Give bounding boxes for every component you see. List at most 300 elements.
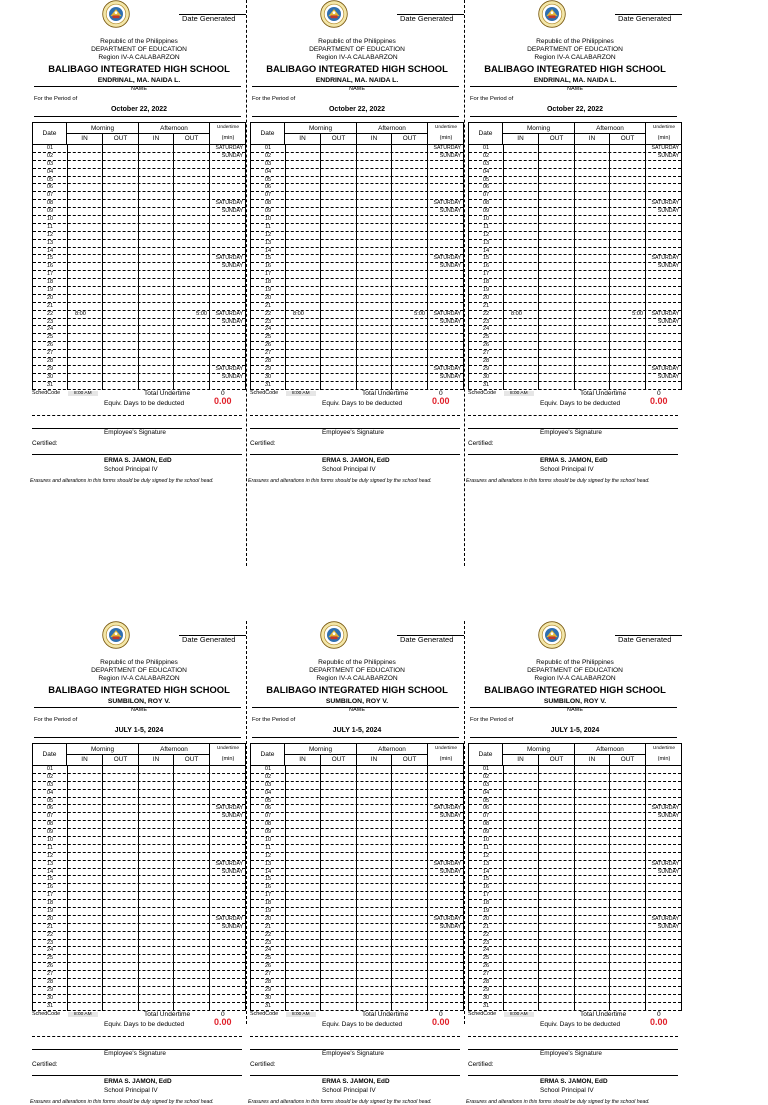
row-date: 28: [46, 358, 54, 365]
row-date: 10: [264, 216, 272, 223]
undertime-header: Undertime: [434, 746, 458, 751]
weekend-label: SUNDAY: [439, 152, 461, 159]
republic-label: Republic of the Philippines: [100, 659, 178, 666]
row-date: 18: [482, 279, 490, 286]
row-date: 17: [482, 892, 490, 899]
row-date: 17: [46, 892, 54, 899]
row-date: 22: [482, 931, 490, 938]
table-row: [469, 900, 681, 908]
table-row: [33, 853, 245, 861]
sched-code-value: 8:00 AM: [286, 1012, 316, 1017]
table-row: [251, 1003, 463, 1011]
period-label: For the Period of: [470, 96, 514, 102]
row-date: 06: [264, 805, 272, 812]
republic-label: Republic of the Philippines: [318, 38, 396, 45]
total-undertime-label: Total Undertime: [580, 389, 627, 397]
weekend-label: SATURDAY: [215, 200, 243, 207]
undertime-header: Undertime: [652, 125, 676, 130]
undertime-min-header: (min): [221, 756, 235, 762]
weekend-label: SUNDAY: [221, 152, 243, 159]
period-line: [470, 116, 677, 117]
row-date: 23: [46, 939, 54, 946]
republic-label: Republic of the Philippines: [318, 659, 396, 666]
period-label: For the Period of: [252, 96, 296, 102]
deped-seal-icon: [538, 621, 566, 649]
table-row: [469, 805, 681, 813]
total-undertime-value: 0: [657, 389, 661, 397]
row-date: 11: [265, 844, 271, 851]
table-row: [469, 161, 681, 169]
period-line: [34, 737, 241, 738]
pm-out-header: OUT: [173, 134, 209, 144]
total-undertime-value: 0: [221, 389, 225, 397]
dtr-form: [32, 0, 246, 566]
employee-signature-label: Employee's Signature: [104, 428, 166, 436]
principal-title: School Principal IV: [104, 465, 158, 473]
am-in-value: 8:00: [511, 310, 522, 317]
table-row: [251, 319, 463, 327]
table-row: [469, 326, 681, 334]
table-row: [251, 216, 463, 224]
table-row: [251, 145, 463, 153]
row-date: 25: [482, 955, 490, 962]
table-row: [251, 987, 463, 995]
row-date: 25: [46, 955, 54, 962]
table-row: [251, 224, 463, 232]
table-row: [469, 319, 681, 327]
equiv-days-label: Equiv. Days to be deducted: [540, 1020, 621, 1028]
erasures-note: Erasures and alterations in this forms should be duly signed by the school head.: [248, 477, 432, 484]
date-header: Date: [469, 744, 503, 765]
principal-line: [32, 454, 242, 455]
row-date: 06: [264, 184, 272, 191]
table-row: [33, 382, 245, 390]
row-date: 02: [482, 152, 490, 159]
table-row: [33, 287, 245, 295]
row-date: 26: [264, 342, 272, 349]
table-row: [33, 192, 245, 200]
row-date: 04: [264, 789, 272, 796]
am-out-header: OUT: [538, 755, 574, 765]
am-in-header: IN: [299, 135, 306, 142]
school-name: BALIBAGO INTEGRATED HIGH SCHOOL: [266, 63, 448, 74]
weekend-label: SUNDAY: [657, 152, 679, 159]
table-row: [251, 271, 463, 279]
row-date: 27: [264, 350, 272, 357]
table-row: [33, 232, 245, 240]
total-undertime-label: Total Undertime: [362, 389, 409, 397]
row-date: 30: [264, 373, 272, 380]
row-date: 17: [264, 892, 272, 899]
table-row: [469, 240, 681, 248]
row-date: 09: [46, 829, 54, 836]
school-name: BALIBAGO INTEGRATED HIGH SCHOOL: [484, 63, 666, 74]
afternoon-header: Afternoon: [574, 123, 645, 134]
deped-seal-icon: [102, 0, 130, 28]
table-row: [251, 790, 463, 798]
row-date: 12: [264, 231, 272, 238]
total-undertime-label: Total Undertime: [144, 389, 191, 397]
row-date: 02: [46, 773, 54, 780]
principal-title: School Principal IV: [322, 1086, 376, 1094]
equiv-days-value: 0.00: [214, 1016, 232, 1027]
row-date: 25: [264, 955, 272, 962]
table-row: [469, 876, 681, 884]
weekend-label: SATURDAY: [651, 255, 679, 262]
weekend-label: SUNDAY: [439, 813, 461, 820]
equiv-days-value: 0.00: [214, 395, 232, 406]
principal-title: School Principal IV: [540, 1086, 594, 1094]
table-row: [251, 861, 463, 869]
table-row: [251, 900, 463, 908]
weekend-label: SUNDAY: [439, 868, 461, 875]
weekend-label: SATURDAY: [433, 805, 461, 812]
deped-seal-icon: [538, 0, 566, 28]
row-date: 04: [482, 168, 490, 175]
principal-line: [250, 1075, 460, 1076]
table-row: [33, 813, 245, 821]
table-row: [251, 248, 463, 256]
row-date: 25: [46, 334, 54, 341]
table-row: [33, 224, 245, 232]
row-date: 28: [264, 979, 272, 986]
table-row: [469, 271, 681, 279]
pm-in-header: IN: [356, 755, 391, 765]
table-row: [251, 979, 463, 987]
erasures-note: Erasures and alterations in this forms should be duly signed by the school head.: [248, 1098, 432, 1105]
row-date: 11: [483, 223, 489, 230]
row-date: 13: [482, 239, 490, 246]
row-date: 10: [482, 216, 490, 223]
table-row: [33, 963, 245, 971]
table-row: [33, 947, 245, 955]
row-date: 12: [482, 852, 490, 859]
table-row: [469, 232, 681, 240]
principal-title: School Principal IV: [104, 1086, 158, 1094]
table-row: [251, 932, 463, 940]
certified-label: Certified:: [32, 439, 58, 447]
row-date: 26: [264, 963, 272, 970]
sched-code-value: 8:00 AM: [68, 391, 98, 396]
table-row: [469, 374, 681, 382]
table-row: [251, 240, 463, 248]
period-label: For the Period of: [470, 717, 514, 723]
table-row: [251, 342, 463, 350]
period-label: For the Period of: [34, 717, 78, 723]
table-row: [469, 821, 681, 829]
table-row: [33, 240, 245, 248]
am-in-header: IN: [517, 756, 524, 763]
erasures-note: Erasures and alterations in this forms should be duly signed by the school head.: [466, 477, 650, 484]
deped-seal-icon: [102, 621, 130, 649]
table-row: [33, 979, 245, 987]
sched-code-value: 8:00 AM: [504, 391, 534, 396]
table-row: [33, 169, 245, 177]
weekend-label: SATURDAY: [433, 365, 461, 372]
afternoon-header: Afternoon: [574, 744, 645, 755]
row-date: 23: [482, 318, 490, 325]
pm-in-header: IN: [138, 134, 173, 144]
row-date: 16: [46, 884, 54, 891]
cut-line: [246, 0, 247, 566]
weekend-label: SUNDAY: [657, 318, 679, 325]
pm-out-header: OUT: [609, 134, 645, 144]
row-date: 03: [46, 781, 54, 788]
pm-in-header: IN: [356, 134, 391, 144]
table-row: [251, 947, 463, 955]
weekend-label: SATURDAY: [215, 915, 243, 922]
weekend-label: SATURDAY: [433, 255, 461, 262]
period-value: October 22, 2022: [110, 106, 168, 113]
pm-out-value: 5:00: [414, 310, 425, 317]
row-date: 29: [482, 365, 490, 372]
row-date: 13: [46, 239, 54, 246]
table-row: [33, 829, 245, 837]
row-date: 03: [482, 781, 490, 788]
sched-code-label: SchedCode: [32, 389, 61, 396]
row-date: 24: [264, 947, 272, 954]
undertime-header: Undertime: [216, 125, 240, 130]
equiv-days-label: Equiv. Days to be deducted: [540, 399, 621, 407]
row-date: 09: [264, 208, 272, 215]
table-row: [469, 892, 681, 900]
table-row: [33, 876, 245, 884]
table-row: [251, 798, 463, 806]
row-date: 15: [46, 255, 54, 262]
table-row: [251, 766, 463, 774]
region-label: Region IV-A CALABARZON: [534, 675, 616, 682]
table-row: [469, 1003, 681, 1011]
row-date: 29: [46, 365, 54, 372]
employee-name: SUMBILON, ROY V.: [325, 698, 389, 705]
table-row: [251, 303, 463, 311]
cut-line: [464, 0, 465, 566]
weekend-label: SUNDAY: [221, 263, 243, 270]
principal-title: School Principal IV: [322, 465, 376, 473]
row-date: 11: [483, 844, 489, 851]
row-date: 05: [482, 176, 490, 183]
attendance-table: [250, 743, 464, 1011]
row-date: 27: [46, 350, 54, 357]
row-date: 15: [46, 876, 54, 883]
table-row: [33, 358, 245, 366]
date-generated-label: Date Generated: [182, 14, 236, 23]
employee-signature-label: Employee's Signature: [322, 428, 384, 436]
weekend-label: SATURDAY: [433, 310, 461, 317]
cut-line: [246, 621, 247, 1024]
table-row: [469, 947, 681, 955]
row-date: 31: [46, 1002, 54, 1009]
name-label: NAME: [348, 707, 366, 713]
total-undertime-value: 0: [439, 1010, 443, 1018]
morning-header: Morning: [67, 744, 138, 755]
table-row: [251, 995, 463, 1003]
principal-title: School Principal IV: [540, 465, 594, 473]
row-date: 07: [482, 813, 490, 820]
period-line: [470, 737, 677, 738]
weekend-label: SUNDAY: [221, 868, 243, 875]
table-row: [33, 374, 245, 382]
table-row: [469, 963, 681, 971]
department-label: DEPARTMENT OF EDUCATION: [309, 46, 405, 53]
row-date: 13: [482, 860, 490, 867]
top-divider: [468, 1036, 678, 1037]
employee-name: ENDRINAL, MA. NAIDA L.: [315, 77, 399, 84]
row-date: 24: [46, 326, 54, 333]
afternoon-header: Afternoon: [138, 123, 209, 134]
table-row: [33, 311, 245, 319]
weekend-label: SATURDAY: [215, 365, 243, 372]
row-date: 15: [482, 876, 490, 883]
dtr-form: [30, 621, 246, 1105]
table-row: [33, 916, 245, 924]
am-in-header: IN: [81, 756, 88, 763]
department-label: DEPARTMENT OF EDUCATION: [527, 667, 623, 674]
table-row: [251, 916, 463, 924]
table-row: [469, 311, 681, 319]
undertime-header: Undertime: [216, 746, 240, 751]
row-date: 13: [264, 239, 272, 246]
equiv-days-label: Equiv. Days to be deducted: [104, 399, 185, 407]
principal-line: [32, 1075, 242, 1076]
row-date: 26: [482, 963, 490, 970]
table-row: [33, 940, 245, 948]
table-row: [251, 153, 463, 161]
row-date: 04: [482, 789, 490, 796]
row-date: 03: [46, 160, 54, 167]
top-divider: [250, 1036, 460, 1037]
table-row: [251, 334, 463, 342]
row-date: 09: [482, 208, 490, 215]
period-value: October 22, 2022: [546, 106, 604, 113]
row-date: 21: [482, 923, 490, 930]
table-row: [33, 924, 245, 932]
row-date: 24: [482, 947, 490, 954]
weekend-label: SATURDAY: [433, 915, 461, 922]
row-date: 29: [482, 986, 490, 993]
period-line: [252, 737, 459, 738]
row-date: 20: [264, 915, 272, 922]
attendance-table: [468, 743, 682, 1011]
row-date: 18: [482, 900, 490, 907]
table-row: [469, 216, 681, 224]
row-date: 12: [46, 852, 54, 859]
table-row: [469, 200, 681, 208]
row-date: 20: [482, 915, 490, 922]
row-date: 01: [264, 766, 272, 772]
row-date: 06: [46, 805, 54, 812]
row-date: 29: [264, 365, 272, 372]
undertime-header: Undertime: [434, 125, 458, 130]
row-date: 26: [46, 342, 54, 349]
row-date: 24: [46, 947, 54, 954]
table-row: [33, 766, 245, 774]
am-out-header: OUT: [320, 134, 356, 144]
row-date: 07: [46, 192, 54, 199]
table-row: [251, 940, 463, 948]
row-date: 17: [482, 271, 490, 278]
row-date: 27: [46, 971, 54, 978]
principal-name: ERMA S. JAMON, EdD: [540, 456, 608, 464]
table-row: [33, 255, 245, 263]
table-row: [251, 869, 463, 877]
weekend-label: SUNDAY: [657, 263, 679, 270]
table-row: [33, 782, 245, 790]
equiv-days-label: Equiv. Days to be deducted: [322, 399, 403, 407]
equiv-days-value: 0.00: [432, 1016, 450, 1027]
row-date: 16: [264, 263, 272, 270]
republic-label: Republic of the Philippines: [536, 659, 614, 666]
table-row: [33, 908, 245, 916]
table-row: [33, 334, 245, 342]
row-date: 05: [264, 176, 272, 183]
dtr-form: [466, 621, 682, 1105]
table-row: [469, 177, 681, 185]
name-label: NAME: [566, 707, 584, 713]
equiv-days-label: Equiv. Days to be deducted: [322, 1020, 403, 1028]
pm-out-value: 5:00: [632, 310, 643, 317]
deped-seal-icon: [320, 621, 348, 649]
row-date: 22: [46, 310, 54, 317]
row-date: 16: [482, 884, 490, 891]
department-label: DEPARTMENT OF EDUCATION: [309, 667, 405, 674]
sched-code-value: 8:00 AM: [68, 1012, 98, 1017]
table-row: [33, 350, 245, 358]
row-date: 18: [264, 900, 272, 907]
morning-header: Morning: [503, 123, 574, 134]
weekend-label: SATURDAY: [215, 145, 243, 151]
erasures-note: Erasures and alterations in this forms should be duly signed by the school head.: [30, 477, 214, 484]
table-row: [33, 319, 245, 327]
row-date: 04: [46, 789, 54, 796]
weekend-label: SUNDAY: [439, 318, 461, 325]
table-row: [251, 326, 463, 334]
table-row: [469, 790, 681, 798]
employee-signature-label: Employee's Signature: [540, 1049, 602, 1057]
sched-code-label: SchedCode: [468, 389, 497, 396]
row-date: 06: [46, 184, 54, 191]
row-date: 24: [264, 326, 272, 333]
table-row: [469, 153, 681, 161]
table-row: [469, 255, 681, 263]
name-label: NAME: [348, 86, 366, 92]
date-header: Date: [251, 744, 285, 765]
table-row: [33, 805, 245, 813]
table-row: [251, 382, 463, 390]
row-date: 29: [46, 986, 54, 993]
row-date: 08: [264, 821, 272, 828]
weekend-label: SUNDAY: [439, 923, 461, 930]
row-date: 23: [264, 318, 272, 325]
table-row: [251, 924, 463, 932]
row-date: 14: [264, 247, 272, 254]
row-date: 31: [482, 381, 490, 388]
row-date: 05: [46, 176, 54, 183]
row-date: 28: [264, 358, 272, 365]
am-in-header: IN: [299, 756, 306, 763]
period-value: JULY 1-5, 2024: [114, 727, 164, 734]
sched-code-value: 8:00 AM: [286, 391, 316, 396]
row-date: 22: [264, 931, 272, 938]
table-row: [251, 184, 463, 192]
row-date: 13: [264, 860, 272, 867]
certified-label: Certified:: [32, 1060, 58, 1068]
date-generated-label: Date Generated: [182, 635, 236, 644]
table-row: [251, 161, 463, 169]
am-out-header: OUT: [102, 134, 138, 144]
undertime-min-header: (min): [439, 756, 453, 762]
region-label: Region IV-A CALABARZON: [316, 675, 398, 682]
